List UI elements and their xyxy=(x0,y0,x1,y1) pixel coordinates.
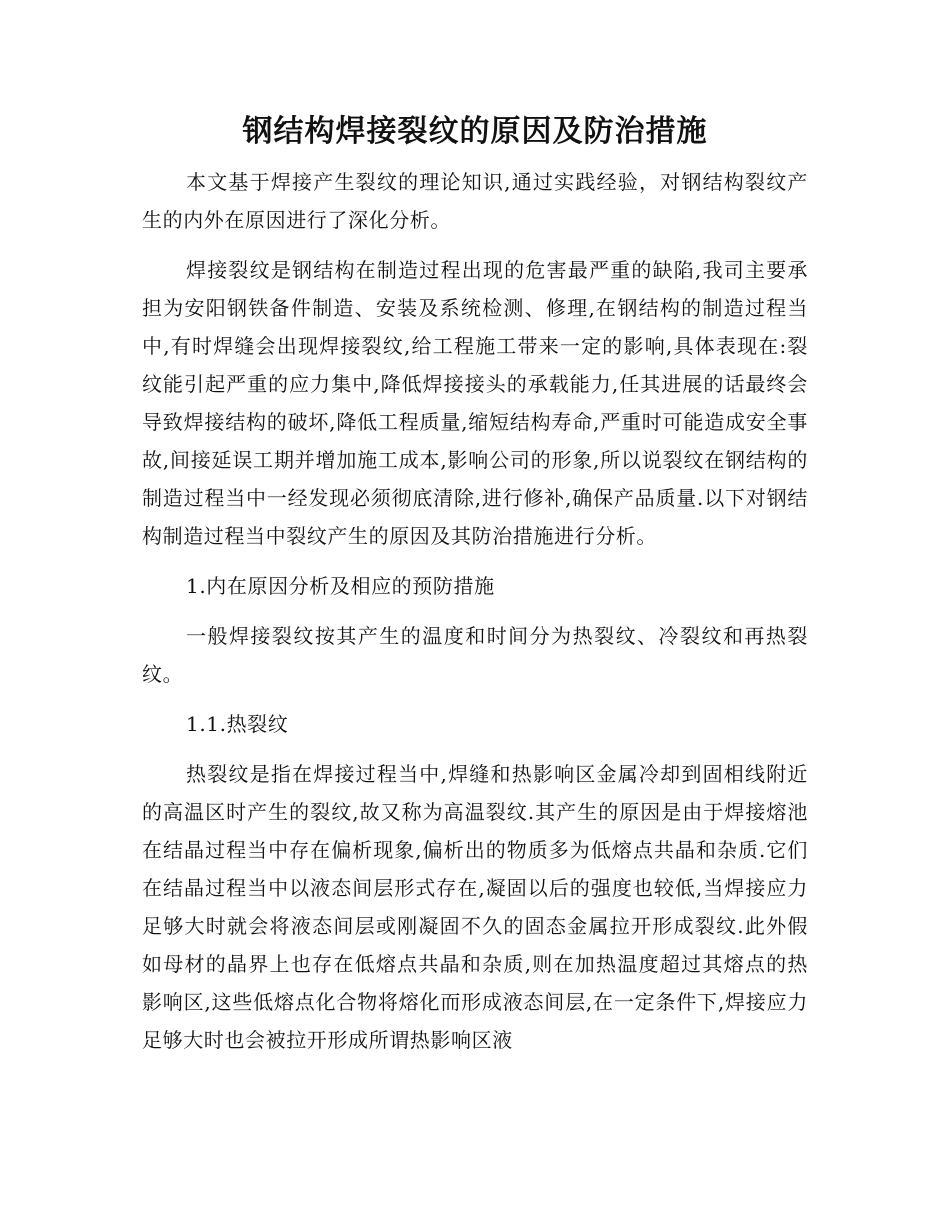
background-paragraph: 焊接裂纹是钢结构在制造过程出现的危害最严重的缺陷,我司主要承担为安阳钢铁备件制造、安装及系统检测、修理,在钢结构的制造过程当中,有时焊缝会出现焊接裂纹,给工程施工带来一定的影响,具体表现在:裂纹能引起严重的应力集中,降低焊接接头的承载能力,任其进展的话最终会导致焊接结构的破坏,降低工程质量,缩短结构寿命,严重时可能造成安全事故,间接延误工期并增加施工成本,影响公司的形象,所以说裂纹在钢结构的制造过程当中一经发现必须彻底清除,进行修补,确保产品质量.以下对钢结构制造过程当中裂纹产生的原因及其防治措施进行分析。 xyxy=(142,258,808,548)
classification-paragraph: 一般焊接裂纹按其产生的温度和时间分为热裂纹、冷裂纹和再热裂纹。 xyxy=(142,624,808,686)
hot-crack-paragraph: 热裂纹是指在焊接过程当中,焊缝和热影响区金属冷却到固相线附近的高温区时产生的裂纹,故又称为高温裂纹.其产生的原因是由于焊接熔池在结晶过程当中存在偏析现象,偏析出的物质多为低熔点共晶和杂质.它们在结晶过程当中以液态间层形式存在,凝固以后的强度也较低,当焊接应力足够大时就会将液态间层或刚凝固不久的固态金属拉开形成裂纹.此外假如母材的晶界上也存在低熔点共晶和杂质,则在加热温度超过其熔点的热影响区,这些低熔点化合物将熔化而形成液态间层,在一定条件下,焊接应力足够大时也会被拉开形成所谓热影响区液 xyxy=(142,762,808,1052)
document-body xyxy=(142,163,808,1059)
section-heading-1-1: 1.1.热裂纹 xyxy=(186,712,289,736)
section-heading-1: 1.内在原因分析及相应的预防措施 xyxy=(186,574,495,598)
document-title: 钢结构焊接裂纹的原因及防治措施 xyxy=(242,114,708,149)
intro-paragraph: 本文基于焊接产生裂纹的理论知识,通过实践经验，对钢结构裂纹产生的内外在原因进行了深化分析。 xyxy=(142,170,808,232)
